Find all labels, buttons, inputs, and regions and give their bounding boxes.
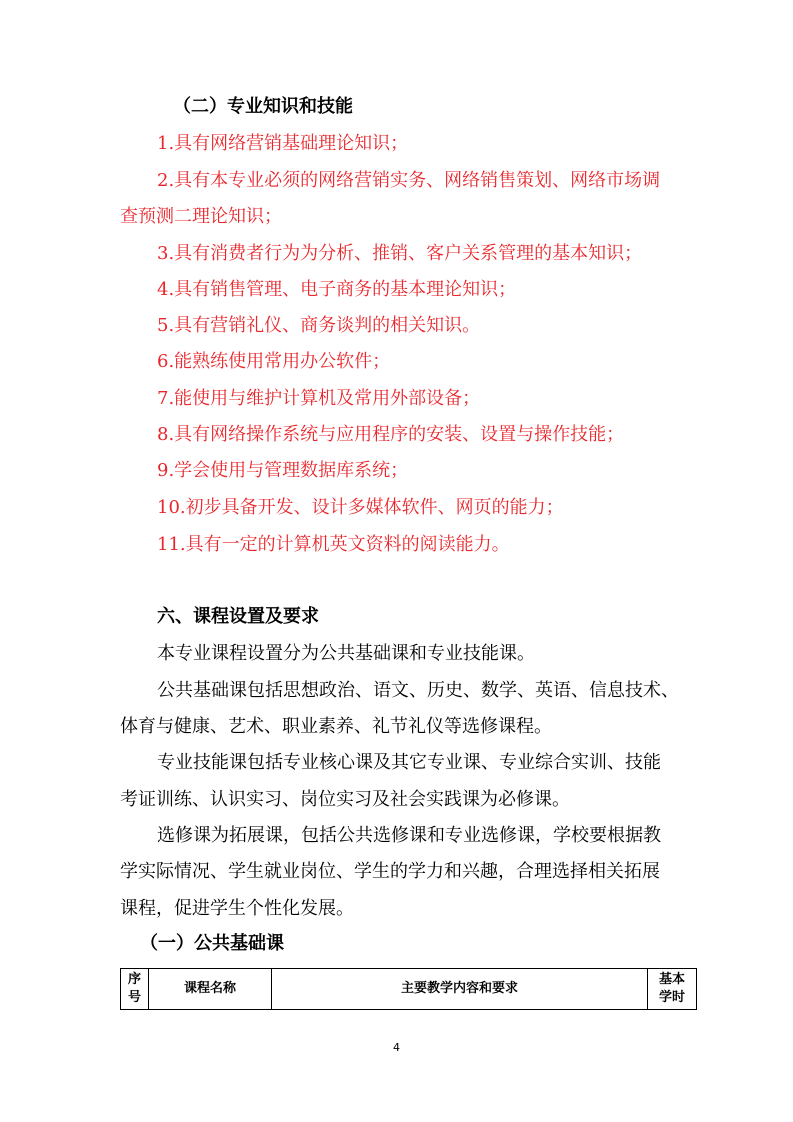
- skill-item-10: 10.初步具备开发、设计多媒体软件、网页的能力；: [157, 497, 564, 518]
- skill-item-9: 9.学会使用与管理数据库系统；: [157, 460, 409, 481]
- skill-item-5: 5.具有营销礼仪、商务谈判的相关知识。: [157, 315, 481, 336]
- skill-item-2: 2.具有本专业必须的网络营销实务、网络销售策划、网络市场调: [157, 170, 661, 191]
- skill-item-1: 1.具有网络营销基础理论知识；: [157, 133, 409, 154]
- page-number: 4: [393, 1041, 400, 1054]
- skill-item-8: 8.具有网络操作系统与应用程序的安装、设置与操作技能；: [157, 424, 625, 445]
- skill-item-4: 4.具有销售管理、电子商务的基本理论知识；: [157, 279, 517, 300]
- section-six-heading: 六、课程设置及要求: [157, 606, 319, 627]
- header-content: 主要教学内容和要求: [272, 969, 648, 1010]
- header-hours-line1: 基本: [658, 972, 685, 987]
- section-two-heading: （二）专业知识和技能: [173, 96, 353, 117]
- header-seq-line1: 序: [127, 972, 141, 987]
- skill-item-11: 11.具有一定的计算机英文资料的阅读能力。: [157, 534, 510, 555]
- course-table: [120, 968, 697, 1010]
- skill-item-3: 3.具有消费者行为为分析、推销、客户关系管理的基本知识；: [157, 243, 643, 264]
- paragraph-line: 公共基础课包括思想政治、语文、历史、数学、英语、信息技术、: [157, 680, 679, 701]
- skill-item-6: 6.能熟练使用常用办公软件；: [157, 351, 391, 372]
- skill-item-7: 7.能使用与维护计算机及常用外部设备；: [157, 388, 481, 409]
- header-seq: [121, 969, 149, 1010]
- skill-item-2-cont: 查预测二理论知识；: [120, 206, 282, 227]
- paragraph-line: 专业技能课包括专业核心课及其它专业课、专业综合实训、技能: [157, 752, 661, 773]
- paragraph-line: 学实际情况、学生就业岗位、学生的学力和兴趣，合理选择相关拓展: [120, 861, 660, 882]
- header-course-name: 课程名称: [149, 969, 272, 1010]
- paragraph-line: 体育与健康、艺术、职业素养、礼节礼仪等选修课程。: [120, 716, 552, 737]
- paragraph-line: 本专业课程设置分为公共基础课和专业技能课。: [157, 643, 535, 664]
- paragraph-line: 考证训练、认识实习、岗位实习及社会实践课为必修课。: [120, 789, 570, 810]
- table-header-row: [121, 969, 697, 1010]
- header-seq-line2: 号: [127, 990, 141, 1005]
- header-hours: [648, 969, 697, 1010]
- subsection-one-heading: （一）公共基础课: [140, 933, 284, 954]
- paragraph-line: 选修课为拓展课，包括公共选修课和专业选修课，学校要根据教: [157, 825, 661, 846]
- header-hours-line2: 学时: [658, 990, 685, 1005]
- paragraph-line: 课程，促进学生个性化发展。: [120, 898, 354, 919]
